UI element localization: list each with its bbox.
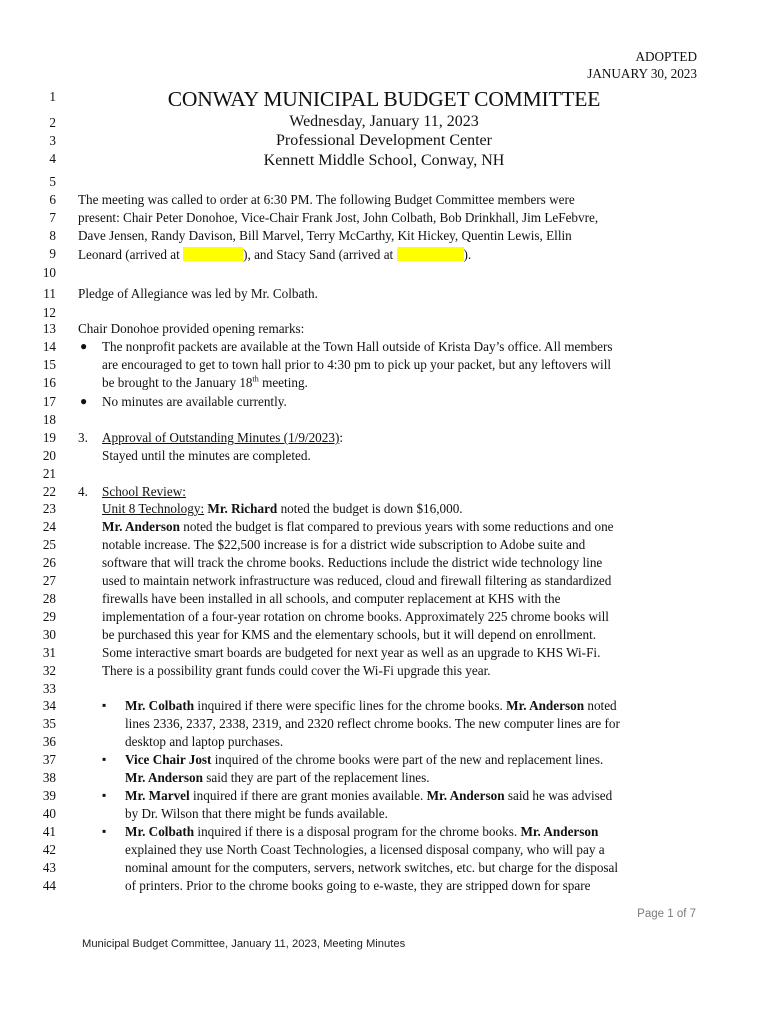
speaker: Mr. Anderson xyxy=(506,698,585,713)
underlined-heading: Approval of Outstanding Minutes (1/9/2023) xyxy=(102,430,340,445)
superscript: th xyxy=(252,374,259,384)
line-number: 23 xyxy=(42,501,56,516)
text: inquired if there is a disposal program for the chrome books. xyxy=(194,824,521,839)
line-number: 19 xyxy=(42,430,56,445)
line-number: 36 xyxy=(42,734,56,749)
paragraph-line: be purchased this year for KMS and the elementary schools, but it will depend on enrollment. xyxy=(102,627,597,642)
line-number: 18 xyxy=(42,412,56,427)
line-number: 20 xyxy=(42,448,56,463)
paragraph-line xyxy=(102,518,614,535)
text: ). xyxy=(463,247,472,262)
line-number: 17 xyxy=(42,394,56,409)
text: inquired of the chrome books were part of the new and replacement lines. xyxy=(211,752,604,767)
line-number: 40 xyxy=(42,806,56,821)
discussion-line xyxy=(125,823,598,840)
paragraph-line: Some interactive smart boards are budgeted for next year as well as an upgrade to KHS Wi-Fi. xyxy=(102,645,601,660)
highlight-blank xyxy=(183,247,243,261)
text: meeting. xyxy=(258,375,308,390)
speaker: Mr. Anderson xyxy=(102,519,180,534)
speaker: Mr. Colbath xyxy=(125,824,195,839)
line-number: 29 xyxy=(42,609,56,624)
line-number: 1 xyxy=(49,89,56,104)
unit-heading: Unit 8 Technology: xyxy=(102,501,205,516)
paragraph-line: used to maintain network infrastructure was reduced, cloud and firewall filtering as standardized xyxy=(102,573,612,588)
bullet-icon: ● xyxy=(80,339,88,353)
line-number: 25 xyxy=(42,537,56,552)
pledge-line: Pledge of Allegiance was led by Mr. Colbath. xyxy=(78,286,318,301)
square-bullet-icon: ▪ xyxy=(102,824,107,838)
paragraph-line: notable increase. The $22,500 increase is for a district wide subscription to Adobe suite and xyxy=(102,537,586,552)
meeting-location: Professional Development Center xyxy=(276,132,492,149)
line-number: 8 xyxy=(49,228,56,243)
attendance-line-1: The meeting was called to order at 6:30 PM. The following Budget Committee members were xyxy=(78,192,575,207)
discussion-line xyxy=(125,769,430,786)
item-3-heading xyxy=(102,429,343,446)
text: be brought to the January 18 xyxy=(102,375,253,390)
speaker: Vice Chair Jost xyxy=(125,752,212,767)
line-number: 26 xyxy=(42,555,56,570)
text: said they are part of the replacement lines. xyxy=(202,770,430,785)
line-number: 42 xyxy=(42,842,56,857)
discussion-line xyxy=(125,697,617,714)
line-number: 21 xyxy=(42,466,56,481)
speaker: Mr. Anderson xyxy=(125,770,203,785)
remark-1-line-1: The nonprofit packets are available at the Town Hall outside of Krista Day’s office. All members xyxy=(102,339,613,354)
meeting-date: Wednesday, January 11, 2023 xyxy=(289,113,479,130)
line-number: 30 xyxy=(42,627,56,642)
text: ), and Stacy Sand (arrived at xyxy=(243,247,397,262)
paragraph-line: There is a possibility grant funds could cover the Wi-Fi upgrade this year. xyxy=(102,663,491,678)
line-number: 31 xyxy=(42,645,56,660)
adopted-status: ADOPTED xyxy=(635,49,697,64)
document-footer: Municipal Budget Committee, January 11, 2023, Meeting Minutes xyxy=(82,938,406,950)
discussion-line: explained they use North Coast Technologies, a licensed disposal company, who will pay a xyxy=(125,842,605,857)
line-number: 16 xyxy=(42,375,56,390)
remark-2: No minutes are available currently. xyxy=(102,394,287,409)
page-number: Page 1 of 7 xyxy=(637,908,696,920)
text: Leonard (arrived at xyxy=(78,247,184,262)
line-number: 22 xyxy=(42,484,56,499)
line-number: 15 xyxy=(42,357,56,372)
opening-remarks-heading: Chair Donohoe provided opening remarks: xyxy=(78,321,305,336)
square-bullet-icon: ▪ xyxy=(102,698,107,712)
line-number: 4 xyxy=(49,151,56,166)
item-4-heading: School Review: xyxy=(102,484,186,499)
attendance-line-2: present: Chair Peter Donohoe, Vice-Chair Frank Jost, John Colbath, Bob Drinkhall, Jim LeFebvre, xyxy=(78,210,599,225)
square-bullet-icon: ▪ xyxy=(102,788,107,802)
attendance-line-4 xyxy=(78,245,471,263)
item-4-number: 4. xyxy=(78,484,88,499)
line-number: 6 xyxy=(49,192,56,207)
line-number: 11 xyxy=(43,286,56,301)
text: inquired if there were specific lines for the chrome books. xyxy=(194,698,507,713)
bullet-icon: ● xyxy=(80,394,88,408)
item-3-text: Stayed until the minutes are completed. xyxy=(102,448,311,463)
adopted-date: JANUARY 30, 2023 xyxy=(587,66,697,81)
discussion-line: of printers. Prior to the chrome books going to e-waste, they are stripped down for spare xyxy=(125,878,591,893)
speaker: Mr. Anderson xyxy=(520,824,599,839)
remark-1-line-3 xyxy=(102,374,308,391)
line-number: 12 xyxy=(42,305,56,320)
discussion-line: lines 2336, 2337, 2338, 2319, and 2320 reflect chrome books. The new computer lines are for xyxy=(125,716,620,731)
line-number: 27 xyxy=(42,573,56,588)
line-number: 2 xyxy=(49,115,56,130)
line-number: 39 xyxy=(42,788,56,803)
remark-1-line-2: are encouraged to get to town hall prior to 4:30 pm to pick up your packet, but any leftovers will xyxy=(102,357,612,372)
line-number: 14 xyxy=(42,339,56,354)
line-number: 9 xyxy=(49,246,56,261)
line-number: 7 xyxy=(49,210,56,225)
line-number: 28 xyxy=(42,591,56,606)
square-bullet-icon: ▪ xyxy=(102,752,107,766)
line-number: 10 xyxy=(42,265,56,280)
paragraph-line: firewalls have been installed in all schools, and computer replacement at KHS with the xyxy=(102,591,561,606)
line-number: 13 xyxy=(42,321,56,336)
text: noted xyxy=(584,698,617,713)
line-number: 5 xyxy=(49,174,56,189)
text: inquired if there are grant monies available. xyxy=(189,788,427,803)
discussion-line: nominal amount for the computers, servers, network switches, etc. but charge for the disposal xyxy=(125,860,619,875)
text: noted the budget is flat compared to previous years with some reductions and one xyxy=(179,519,614,534)
paragraph-line: software that will track the chrome books. Reductions include the district wide technology line xyxy=(102,555,603,570)
meeting-venue: Kennett Middle School, Conway, NH xyxy=(263,152,505,169)
item-3-number: 3. xyxy=(78,430,88,445)
discussion-line: desktop and laptop purchases. xyxy=(125,734,284,749)
line-number: 32 xyxy=(42,663,56,678)
discussion-line xyxy=(125,751,603,768)
line-number: 24 xyxy=(42,519,56,534)
discussion-line: by Dr. Wilson that there might be funds available. xyxy=(125,806,388,821)
line-number: 41 xyxy=(42,824,56,839)
unit-8-line xyxy=(102,500,463,517)
line-number: 33 xyxy=(42,681,56,696)
speaker: Mr. Anderson xyxy=(426,788,505,803)
speaker: Mr. Marvel xyxy=(125,788,190,803)
attendance-line-3: Dave Jensen, Randy Davison, Bill Marvel, Terry McCarthy, Kit Hickey, Quentin Lewis, Ellin xyxy=(78,228,572,243)
text: noted the budget is down $16,000. xyxy=(277,501,463,516)
highlight-blank xyxy=(397,247,464,261)
text: said he was advised xyxy=(504,788,613,803)
line-number: 44 xyxy=(42,878,56,893)
speaker: Mr. Richard xyxy=(207,501,278,516)
line-number: 43 xyxy=(42,860,56,875)
text: : xyxy=(339,430,344,445)
line-number: 3 xyxy=(49,133,56,148)
line-number: 35 xyxy=(42,716,56,731)
discussion-line xyxy=(125,787,612,804)
line-number: 34 xyxy=(42,698,56,713)
paragraph-line: implementation of a four-year rotation on chrome books. Approximately 225 chrome books will xyxy=(102,609,609,624)
line-number: 37 xyxy=(42,752,56,767)
speaker: Mr. Colbath xyxy=(125,698,195,713)
line-number: 38 xyxy=(42,770,56,785)
document-title: CONWAY MUNICIPAL BUDGET COMMITTEE xyxy=(167,87,601,111)
